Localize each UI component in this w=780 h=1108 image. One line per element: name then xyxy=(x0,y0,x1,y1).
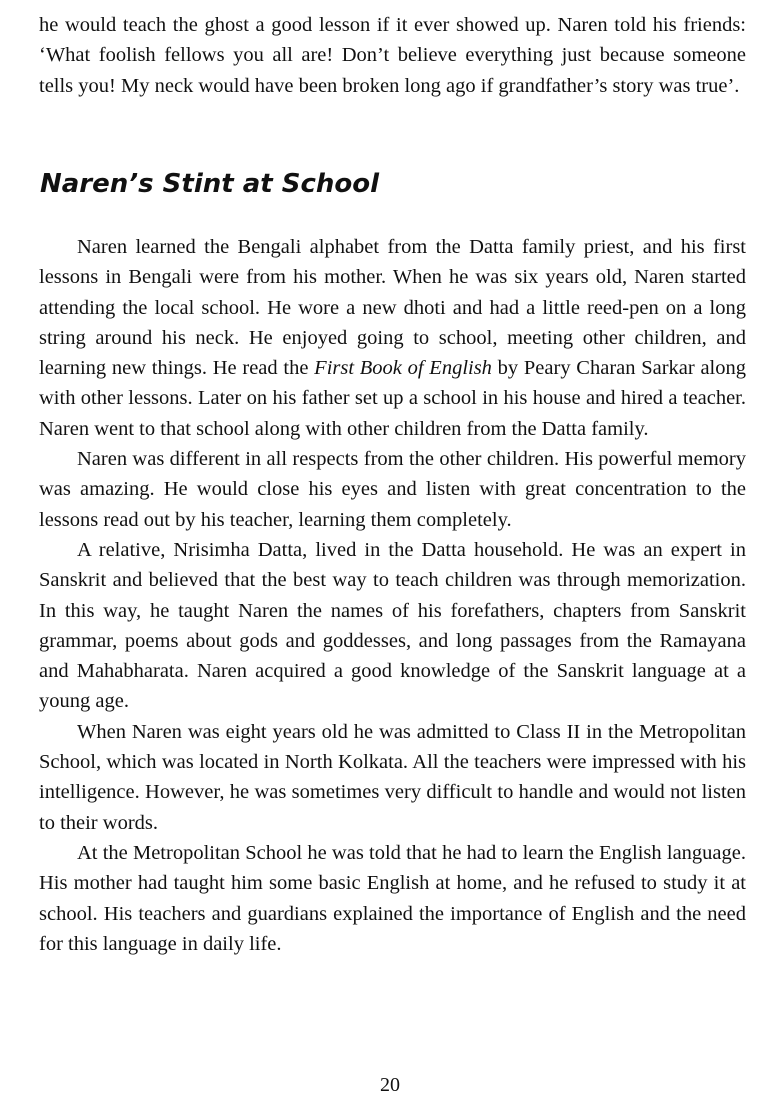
paragraph-bengali-alphabet xyxy=(39,232,746,444)
paragraph-metropolitan-school: When Naren was eight years old he was admitted to Class II in the Metropolitan School, which was located in North Kolkata. All the teachers were impressed with his intelligence. However, he was sometimes very difficult to handle and would not listen to their words. xyxy=(39,720,746,834)
paragraph-text: Naren learned the Bengali alphabet from the Datta family priest, and his first lessons in Bengali were from his mother. When he was six years old, Naren started attending the local school. He wore a new dhoti and had a little reed-pen on a long string around his neck. He enjoyed going to school, meeting other children, and learning new things. He read the xyxy=(39,236,746,380)
section-body xyxy=(39,232,746,959)
opening-paragraph: he would teach the ghost a good lesson if it ever showed up. Naren told his friends: ‘What foolish fellows you all are! Don’t believe everything just because someone tells you! My neck would have been broken long ago if grandfather’s story was true’. xyxy=(39,14,746,97)
book-title: First Book of English xyxy=(314,357,492,380)
page-number: 20 xyxy=(380,1074,400,1096)
paragraph-text: by Peary Charan Sarkar along with other lessons. Later on his father set up a school in his house and hired a teacher. Naren went to that school along with other children from the Datta family. xyxy=(39,357,747,440)
section-heading: Naren’s Stint at School xyxy=(40,169,380,199)
paragraph-memory: Naren was different in all respects from the other children. His powerful memory was amazing. He would close his eyes and listen with great concentration to the lessons read out by his teacher, learning them completely. xyxy=(39,448,746,531)
paragraph-english-language: At the Metropolitan School he was told that he had to learn the English language. His mother had taught him some basic English at home, and he refused to study it at school. His teachers and guardians explained the importance of English and the need for this language in daily life. xyxy=(39,841,746,955)
paragraph-sanskrit: A relative, Nrisimha Datta, lived in the Datta household. He was an expert in Sanskrit and believed that the best way to teach children was through memorization. In this way, he taught Naren the names of his forefathers, chapters from Sanskrit grammar, poems about gods and goddesses, and long passages from the Ramayana and Mahabharata. Naren acquired a good knowledge of the Sanskrit language at a young age. xyxy=(39,538,746,713)
